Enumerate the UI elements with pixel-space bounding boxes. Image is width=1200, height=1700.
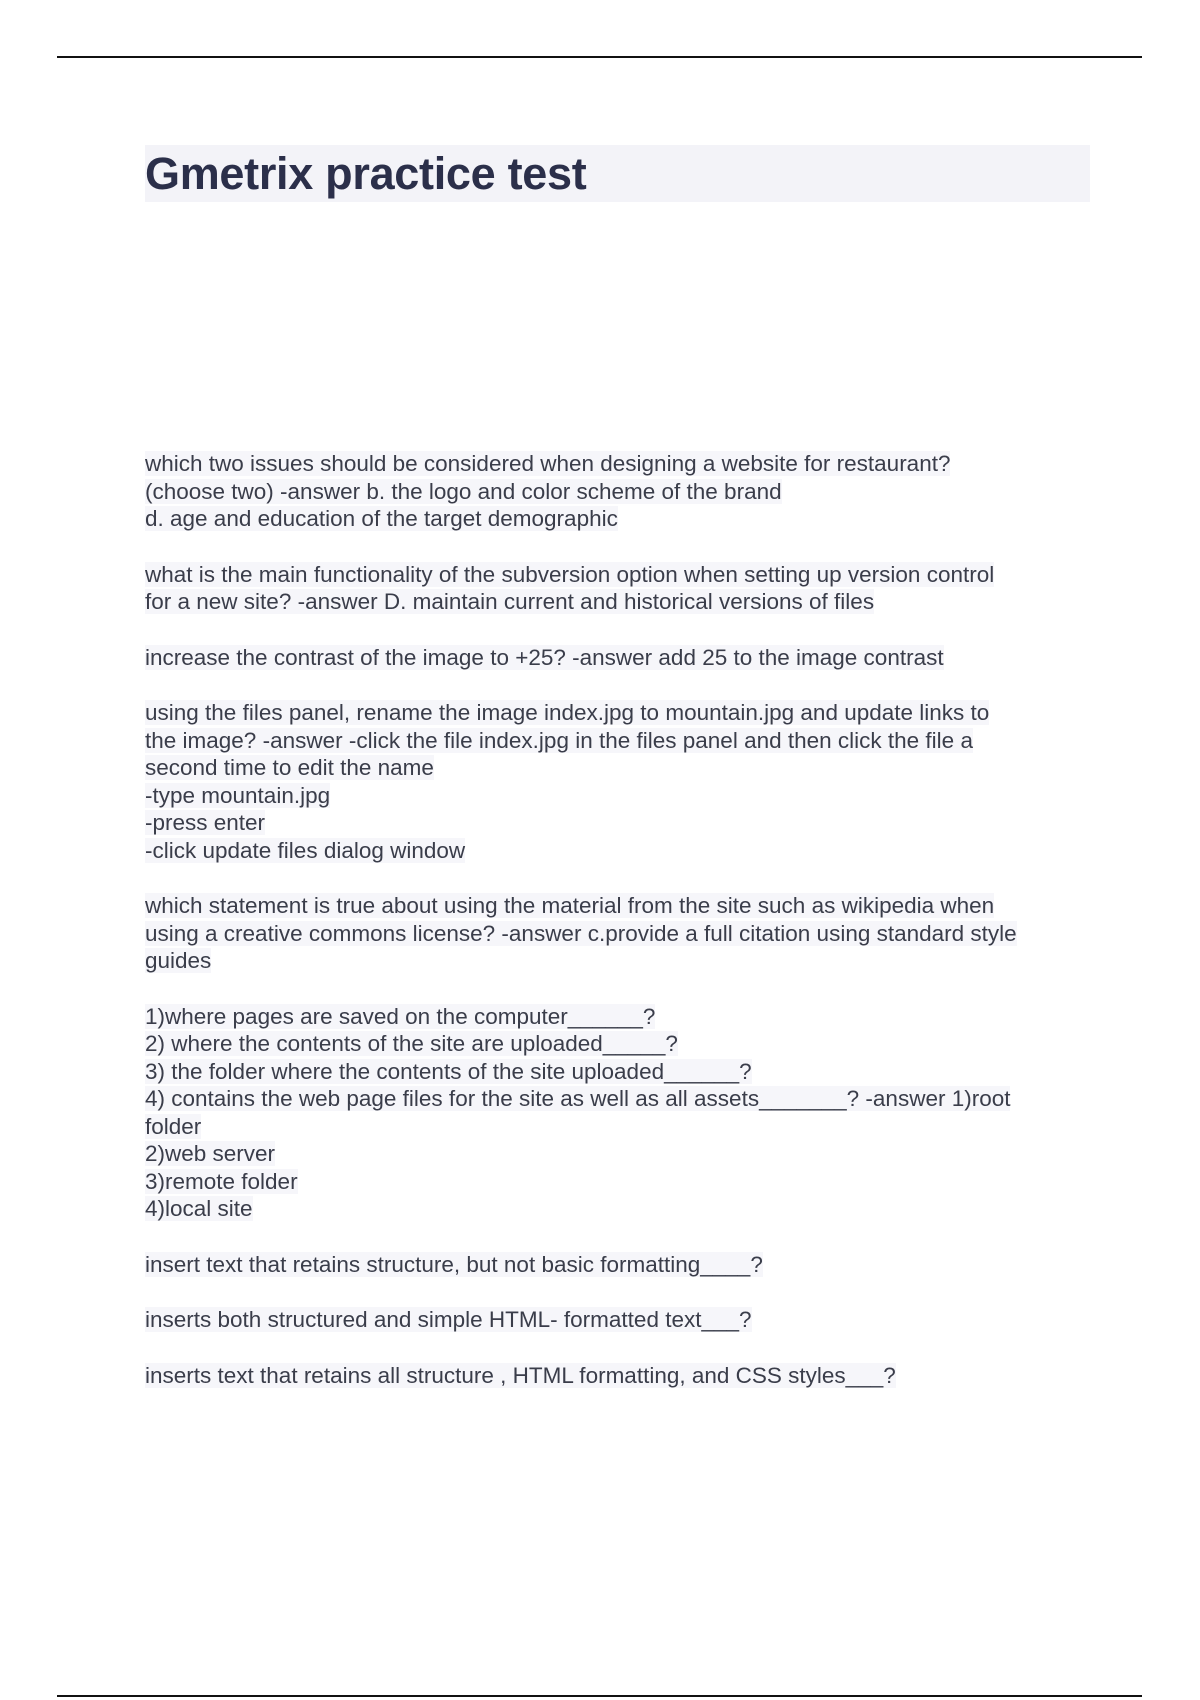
qa-line: 4)local site (145, 1196, 253, 1221)
qa-line: 1)where pages are saved on the computer______? (145, 1003, 656, 1029)
qa-line: increase the contrast of the image to +25? -answer add 25 to the image contrast (145, 644, 944, 670)
qa-line: guides (145, 948, 212, 973)
qa-line: which two issues should be considered when designing a website for restaurant? (145, 451, 951, 476)
qa-item (145, 699, 1085, 864)
qa-item (145, 1251, 1085, 1279)
qa-line: insert text that retains structure, but not basic formatting____? (145, 1251, 763, 1277)
qa-list (145, 450, 1085, 1417)
qa-item (145, 450, 1085, 533)
qa-line: second time to edit the name (145, 755, 434, 780)
qa-line: the image? -answer -click the file index.jpg in the files panel and then click the file a (145, 727, 973, 753)
qa-line: (choose two) -answer b. the logo and color scheme of the brand (145, 478, 782, 504)
qa-line: 2) where the contents of the site are uploaded_____? (145, 1031, 678, 1056)
qa-item (145, 644, 1085, 672)
qa-line: using the files panel, rename the image index.jpg to mountain.jpg and update links to (145, 700, 990, 725)
qa-item (145, 1003, 1085, 1223)
qa-line: d. age and education of the target demographic (145, 506, 618, 531)
qa-line: 3)remote folder (145, 1168, 298, 1194)
qa-line: 3) the folder where the contents of the site uploaded______? (145, 1058, 752, 1084)
qa-item (145, 1362, 1085, 1390)
qa-line: 4) contains the web page files for the site as well as all assets_______? -answer 1)root (145, 1086, 1011, 1111)
page-title: Gmetrix practice test (145, 148, 587, 199)
qa-item (145, 561, 1085, 616)
qa-line: 2)web server (145, 1141, 276, 1166)
qa-line: what is the main functionality of the subversion option when setting up version control (145, 561, 995, 587)
qa-line: for a new site? -answer D. maintain current and historical versions of files (145, 589, 875, 614)
qa-item (145, 892, 1085, 975)
qa-line: inserts text that retains all structure , HTML formatting, and CSS styles___? (145, 1362, 896, 1388)
qa-line: which statement is true about using the material from the site such as wikipedia when (145, 893, 995, 918)
qa-line: inserts both structured and simple HTML- formatted text___? (145, 1307, 752, 1332)
qa-line: -type mountain.jpg (145, 782, 331, 808)
qa-item (145, 1306, 1085, 1334)
qa-line: folder (145, 1113, 202, 1139)
qa-line: -press enter (145, 810, 266, 835)
bottom-rule (57, 1695, 1142, 1697)
top-rule (57, 56, 1142, 58)
qa-line: -click update files dialog window (145, 837, 466, 863)
qa-line: using a creative commons license? -answer c.provide a full citation using standard style (145, 920, 1017, 946)
